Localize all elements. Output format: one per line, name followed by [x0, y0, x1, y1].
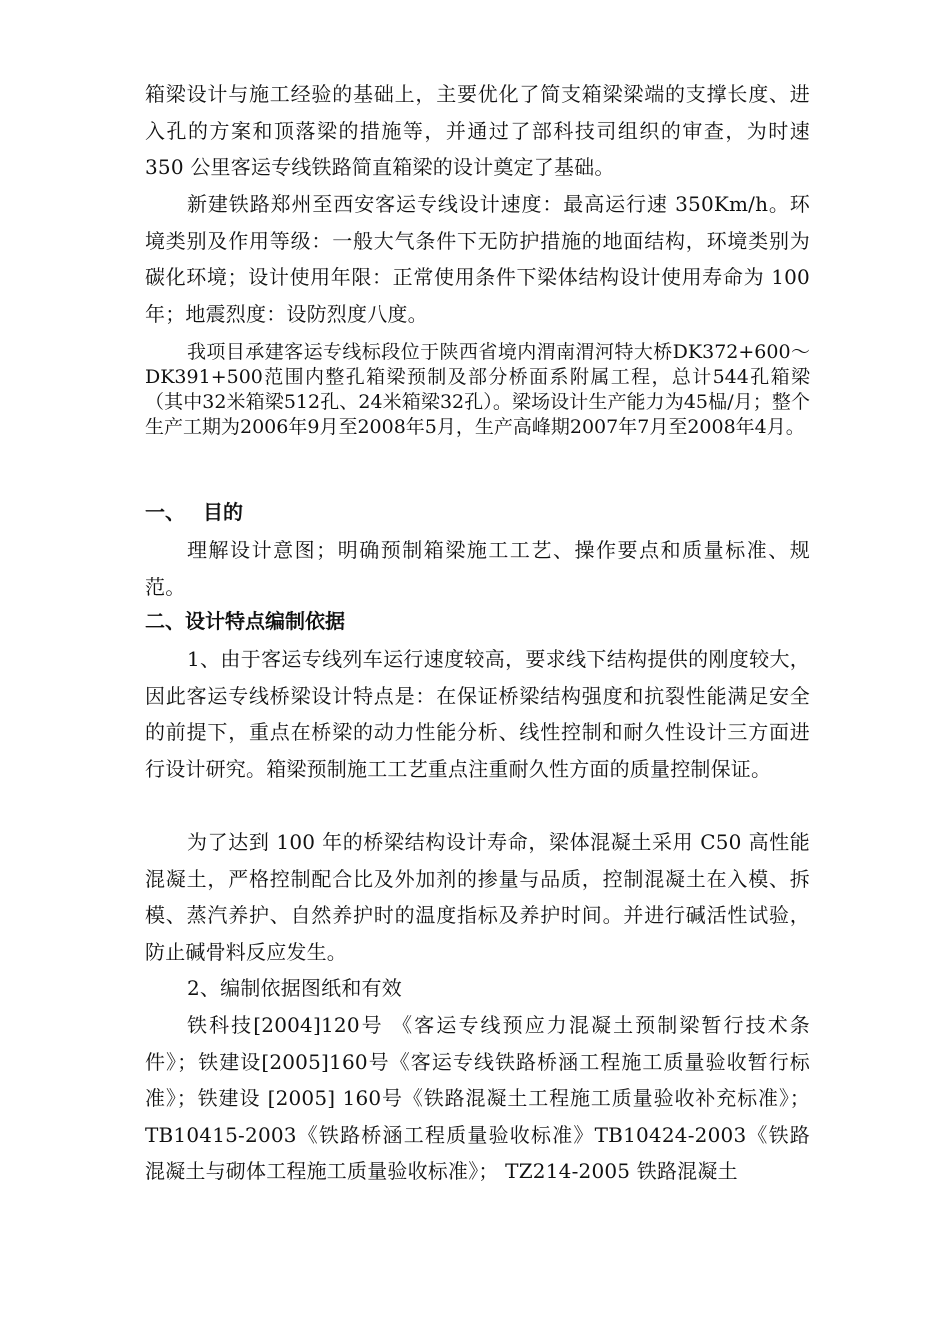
section-2-heading: 二、设计特点编制依据: [145, 609, 345, 633]
section-1-heading: [145, 497, 243, 527]
section-2-paragraph-4: 铁科技[2004]120号 《客运专线预应力混凝土预制梁暂行技术条件》；铁建设[2005]160号《客运专线铁路桥涵工程施工质量验收暂行标准》；铁建设 [2005] 160号《铁路混凝土工程施工质量验收补充标准》；TB10415-2003《铁路桥涵工程质量验收标准》TB10424-2003《铁路混凝土与砌体工程施工质量验收标准》； TZ214-2005 铁路混凝土: [145, 1013, 810, 1183]
intro-paragraph-1: 箱梁设计与施工经验的基础上，主要优化了简支箱梁梁端的支撑长度、进入孔的方案和顶落梁的措施等，并通过了部科技司组织的审查，为时速 350 公里客运专线铁路简直箱梁的设计奠定了基础。: [145, 82, 810, 179]
section-2-paragraph-1: 1、由于客运专线列车运行速度较高，要求线下结构提供的刚度较大，因此客运专线桥梁设计特点是：在保证桥梁结构强度和抗裂性能满足安全的前提下，重点在桥梁的动力性能分析、线性控制和耐久性设计三方面进行设计研究。箱梁预制施工工艺重点注重耐久性方面的质量控制保证。: [145, 647, 810, 781]
section-1-title: 目的: [203, 500, 243, 524]
intro-paragraph-2: 新建铁路郑州至西安客运专线设计速度：最高运行速 350Km/h。环境类别及作用等级：一般大气条件下无防护措施的地面结构，环境类别为碳化环境；设计使用年限：正常使用条件下梁体结构设计使用寿命为 100 年；地震烈度：设防烈度八度。: [145, 192, 810, 326]
section-1-body: 理解设计意图；明确预制箱梁施工工艺、操作要点和质量标准、规范。: [145, 538, 810, 599]
section-2-paragraph-2: 为了达到 100 年的桥梁结构设计寿命，梁体混凝土采用 C50 高性能混凝土，严格控制配合比及外加剂的掺量与品质，控制混凝土在入模、拆模、蒸汽养护、自然养护时的温度指标及养护时间。并进行碱活性试验，防止碱骨料反应发生。: [145, 830, 810, 964]
section-1-number: 一、: [145, 500, 185, 524]
section-2-paragraph-3: 2、编制依据图纸和有效: [187, 976, 402, 1000]
intro-paragraph-3: 我项目承建客运专线标段位于陕西省境内渭南渭河特大桥DK372+600～DK391+500范围内整孔箱梁预制及部分桥面系附属工程，总计544孔箱梁（其中32米箱梁512孔、24米箱梁32孔）。梁场设计生产能力为45榀/月；整个生产工期为2006年9月至2008年5月，生产高峰期2007年7月至2008年4月。: [145, 341, 810, 438]
